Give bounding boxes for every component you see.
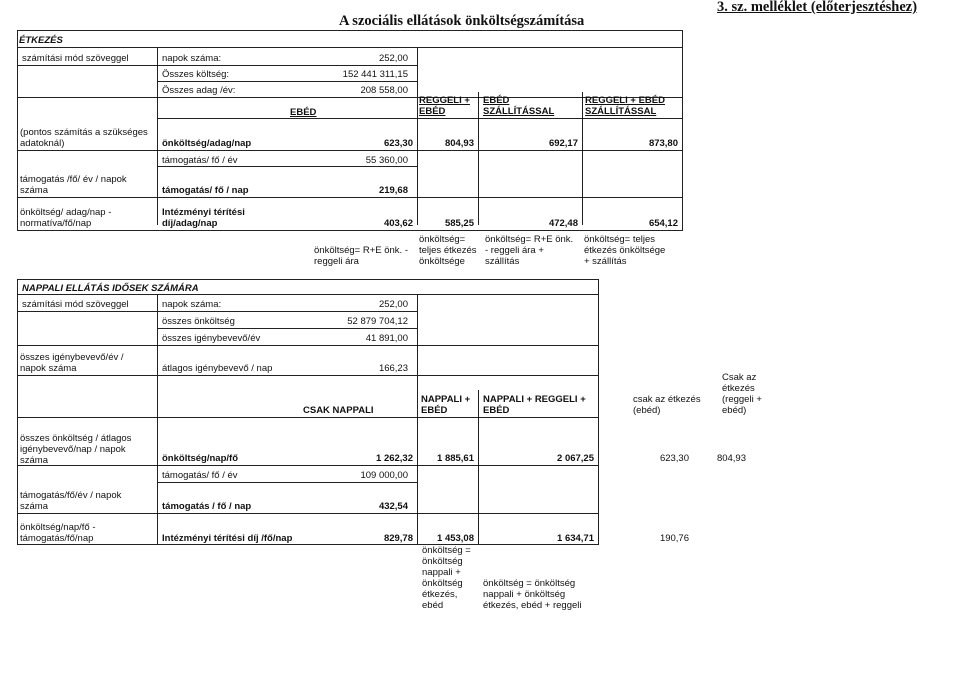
tamogatas-napok-label-2: száma: [20, 501, 48, 512]
tamogatas-ev-label: támogatás/ fő / év: [162, 155, 238, 166]
pontos-label-1: (pontos számítás a szükséges: [20, 127, 148, 138]
annex-label: 3. sz. melléklet (előterjesztéshez): [717, 0, 918, 15]
note2-2-line-1: önköltség = önköltség: [483, 578, 576, 589]
onkoltseg-atlagos-label-3: száma: [20, 455, 48, 466]
col-ebed: EBÉD: [290, 107, 317, 118]
onkoltseg-tamogatas-label-1: önköltség/nap/fő -: [20, 522, 96, 533]
onkoltseg-value-csak-etkezes: 623,30: [659, 453, 689, 464]
intezmenyi-value-nappali-ebed: 1 453,08: [437, 533, 474, 544]
onkoltseg-atlagos-label-1: összes önköltség / átlagos: [20, 433, 132, 444]
col-csak-etkezes-reggeli-3: (reggeli +: [722, 394, 762, 405]
napok-szama-label: napok száma:: [162, 53, 222, 64]
onkoltseg-nap-fo-label: önköltség/nap/fő: [162, 453, 238, 464]
calc-method-label-2: számítási mód szöveggel: [22, 299, 129, 310]
note-4-line-1: önköltség= teljes: [584, 234, 656, 245]
onkoltseg-value-nappali-ebed: 1 885,61: [437, 453, 474, 464]
onkoltseg-value-nappali-reggeli-ebed: 2 067,25: [557, 453, 594, 464]
onkoltseg-value-ebed: 623,30: [383, 138, 413, 149]
note-3-line-1: önköltség= R+E önk.: [485, 234, 574, 245]
section-heading-etkezes: ÉTKEZÉS: [19, 35, 63, 46]
osszes-adag-label: Összes adag /év:: [162, 85, 236, 96]
tamogatas-nap-value: 219,68: [378, 185, 408, 196]
tamogatas-napok-label-1: támogatás/fő/év / napok: [20, 490, 122, 501]
col-reggeli-ebed-szall-2: SZÁLLÍTÁSSAL: [585, 106, 657, 117]
osszes-igenybevevo-value: 41 891,00: [365, 333, 408, 344]
note-4-line-3: + szállítás: [584, 256, 627, 267]
tamogatas-nap-label-2: támogatás / fő / nap: [162, 501, 252, 512]
note2-1-line-2: önköltség: [422, 556, 463, 567]
tamogatas-nap-label: támogatás/ fő / nap: [162, 185, 249, 196]
intezmenyi-value-nappali-reggeli-ebed: 1 634,71: [557, 533, 594, 544]
osszes-onkoltseg-value: 52 879 704,12: [347, 316, 408, 327]
onkoltseg-atlagos-label-2: igénybevevő/nap / napok: [20, 444, 126, 455]
note2-1-line-1: önköltség =: [422, 545, 471, 556]
intezmenyi-value-ebed-szall: 472,48: [548, 218, 578, 229]
note-2-line-2: teljes étkezés: [419, 245, 477, 256]
onkoltseg-value-reggeli-ebed: 804,93: [444, 138, 474, 149]
note-2-line-1: önköltség=: [419, 234, 466, 245]
col-nappali-ebed-2: EBÉD: [421, 405, 448, 416]
igenybevevo-napok-label-1: összes igénybevevő/év /: [20, 352, 124, 363]
col-nappali-ebed-1: NAPPALI +: [421, 394, 471, 405]
onkoltseg-value-reggeli-ebed-szall: 873,80: [648, 138, 678, 149]
note2-1-line-4: önköltség: [422, 578, 463, 589]
onkoltseg-normativa-label-2: normatíva/fő/nap: [20, 218, 92, 229]
note2-2-line-2: nappali + önköltség: [483, 589, 566, 600]
osszes-onkoltseg-label: összes önköltség: [162, 316, 235, 327]
col-csak-etkezes-reggeli-4: ebéd): [722, 405, 747, 416]
col-reggeli-ebed-2: EBÉD: [419, 106, 446, 117]
col-reggeli-ebed-szall-1: REGGELI + EBÉD: [585, 95, 665, 106]
onkoltseg-value-csak-etkezes-reggeli: 804,93: [716, 453, 746, 464]
col-csak-etkezes-2: (ebéd): [633, 405, 661, 416]
intezmenyi-label-1: Intézményi térítési: [162, 207, 245, 218]
onkoltseg-tamogatas-label-2: támogatás/fő/nap: [20, 533, 94, 544]
osszes-igenybevevo-label: összes igénybevevő/év: [162, 333, 261, 344]
col-reggeli-ebed-1: REGGELI +: [419, 95, 470, 106]
col-ebed-szallitassal-1: EBÉD: [483, 95, 510, 106]
osszes-koltseg-value: 152 441 311,15: [342, 69, 408, 80]
tamogatas-fo-ev-label-1: támogatás /fő/ év / napok: [20, 174, 127, 185]
pontos-label-2: adatoknál): [20, 138, 65, 149]
col-nappali-reggeli-ebed-1: NAPPALI + REGGELI +: [483, 394, 586, 405]
calc-method-label: számítási mód szöveggel: [22, 53, 129, 64]
tamogatas-ev-value: 55 360,00: [365, 155, 408, 166]
col-ebed-szallitassal-2: SZÁLLÍTÁSSAL: [483, 106, 555, 117]
onkoltseg-value-ebed-szall: 692,17: [548, 138, 578, 149]
col-csak-etkezes-1: csak az étkezés: [633, 394, 701, 405]
osszes-koltseg-label: Összes költség:: [162, 69, 230, 80]
intezmenyi-value-reggeli-ebed-szall: 654,12: [648, 218, 678, 229]
napok-szama-value: 252,00: [378, 53, 408, 64]
atlagos-label: átlagos igénybevevő / nap: [162, 363, 273, 374]
note-1-line-2: reggeli ára: [314, 256, 359, 267]
note2-1-line-3: nappali +: [422, 567, 461, 578]
note-1-line-1: önköltség= R+E önk. -: [314, 245, 408, 256]
col-csak-nappali: CSAK NAPPALI: [303, 405, 374, 416]
tamogatas-nap-value-2: 432,54: [378, 501, 408, 512]
osszes-adag-value: 208 558,00: [360, 85, 408, 96]
onkoltseg-normativa-label-1: önköltség/ adag/nap -: [20, 207, 112, 218]
napok-szama-value-2: 252,00: [378, 299, 408, 310]
note-4-line-2: étkezés önköltsége: [584, 245, 666, 256]
page-title: A szociális ellátások önköltségszámítása: [339, 13, 585, 29]
intezmenyi-value-ebed: 403,62: [383, 218, 413, 229]
section-heading-nappali: NAPPALI ELLÁTÁS IDŐSEK SZÁMÁRA: [22, 283, 199, 294]
col-csak-etkezes-reggeli-2: étkezés: [722, 383, 755, 394]
tamogatas-ev-label-2: támogatás/ fő / év: [162, 470, 238, 481]
onkoltseg-adag-label: önköltség/adag/nap: [162, 138, 252, 149]
col-csak-etkezes-reggeli-1: Csak az: [722, 372, 757, 383]
tamogatas-fo-ev-label-2: száma: [20, 185, 48, 196]
intezmenyi-label-2: díj/adag/nap: [162, 218, 218, 229]
intezmenyi-value-csak-nappali: 829,78: [383, 533, 413, 544]
onkoltseg-value-csak-nappali: 1 262,32: [376, 453, 413, 464]
atlagos-value: 166,23: [378, 363, 408, 374]
note-2-line-3: önköltsége: [419, 256, 465, 267]
napok-szama-label-2: napok száma:: [162, 299, 222, 310]
note2-1-line-6: ebéd: [422, 600, 444, 611]
intezmenyi-label-2: Intézményi térítési díj /fő/nap: [162, 533, 293, 544]
note-3-line-2: - reggeli ára +: [485, 245, 544, 256]
note2-2-line-3: étkezés, ebéd + reggeli: [483, 600, 582, 611]
note-3-line-3: szállítás: [485, 256, 520, 267]
igenybevevo-napok-label-2: napok száma: [20, 363, 77, 374]
note2-1-line-5: étkezés,: [422, 589, 458, 600]
intezmenyi-value-csak-etkezes: 190,76: [659, 533, 689, 544]
intezmenyi-value-reggeli-ebed: 585,25: [444, 218, 474, 229]
col-nappali-reggeli-ebed-2: EBÉD: [483, 405, 510, 416]
tamogatas-ev-value-2: 109 000,00: [360, 470, 408, 481]
